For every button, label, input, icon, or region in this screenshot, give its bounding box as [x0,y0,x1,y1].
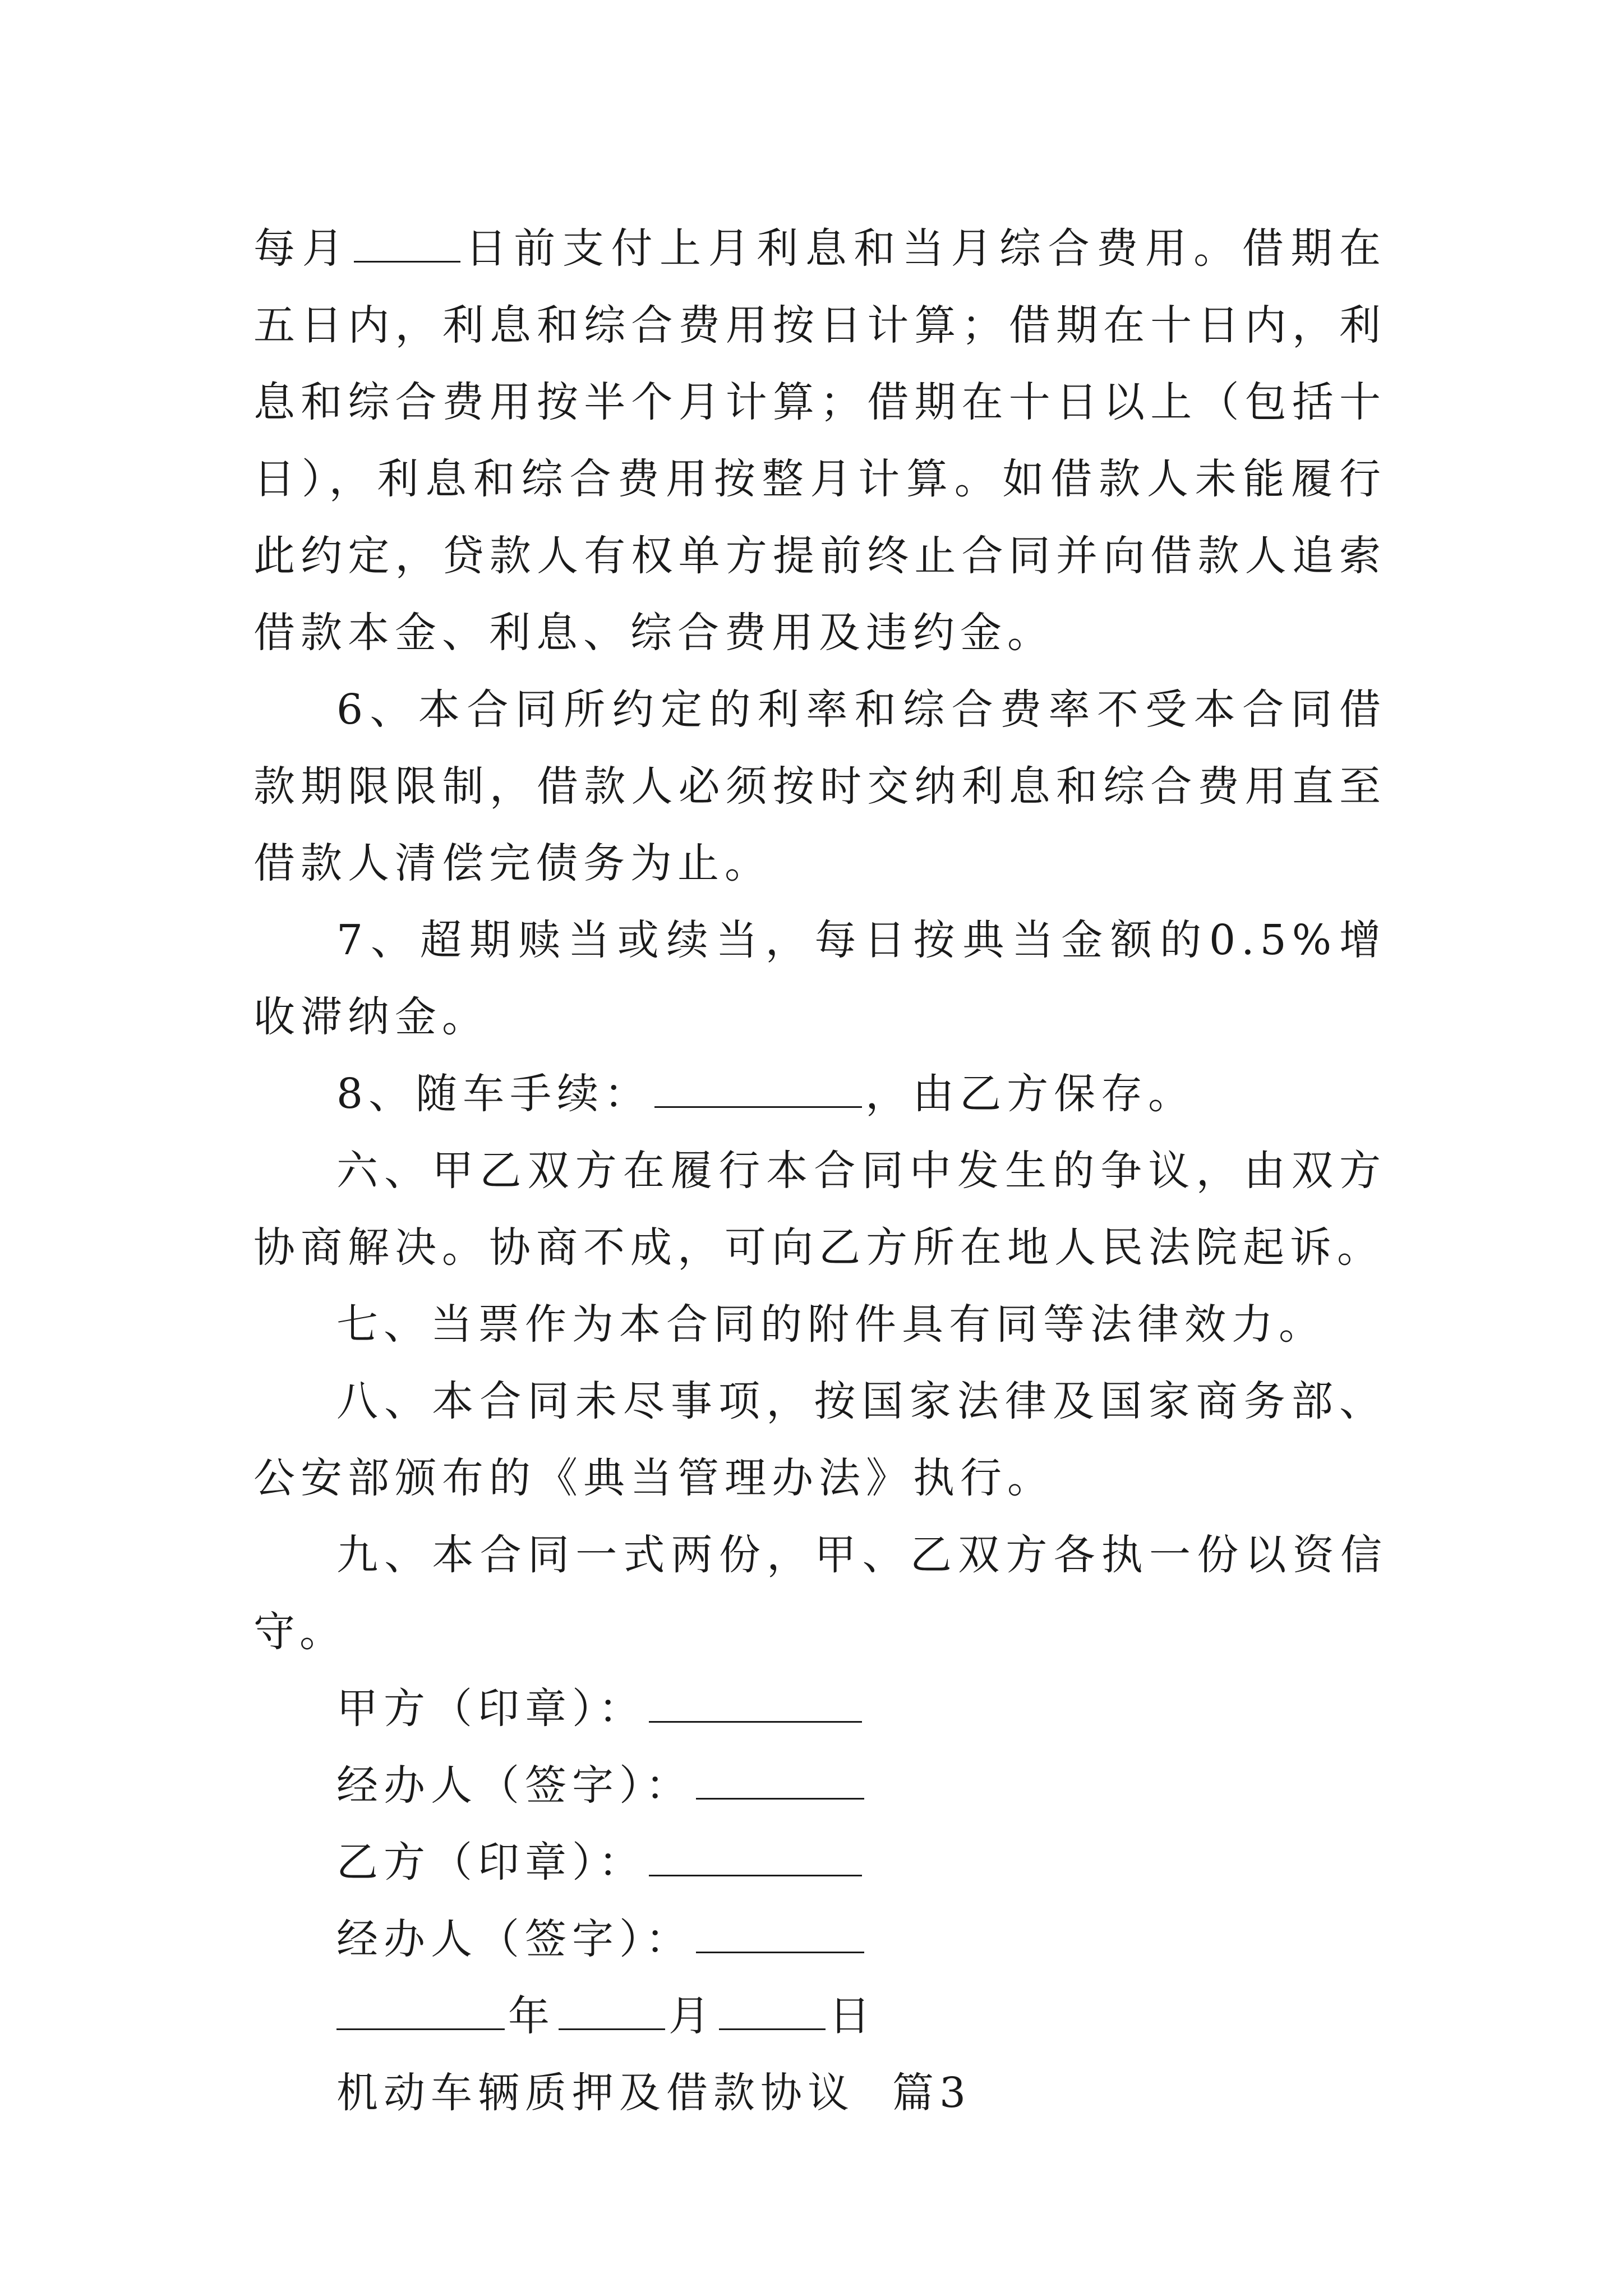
paragraph-monthly-payment-rest: 日前支付上月利息和当月综合费用。借期在五日内，利息和综合费用按日计算；借期在十日内，利息和综合费用按半个月计算；借期在十日以上（包括十日），利息和综合费用按整月计算。如借款人未能履行此约定，贷款人有权单方提前终止合同并向借款人追索借款本金、利息、综合费用及违约金。 [253,224,1387,657]
paragraph-section-nine: 九、本合同一式两份，甲、乙双方各执一份以资信守。 [253,1531,1386,1656]
next-section-title: 机动车辆质押及借款协议 篇3 [336,2069,972,2117]
date-month-label: 月 [668,1992,716,2040]
blank-party-b-seal [649,1835,862,1876]
signature-date [253,1978,1386,2055]
date-day-label: 日 [829,1992,876,2040]
blank-day [719,1989,826,2030]
signature-party-b-label: 乙方（印章）： [336,1838,645,1887]
blank-party-a-seal [649,1682,862,1723]
document-page [253,210,1386,2132]
paragraph-clause-6: 6、本合同所约定的利率和综合费率不受本合同借款期限限制，借款人必须按时交纳利息和综合费用直至借款人清偿完债务为止。 [253,685,1386,887]
signature-party-b [253,1824,1386,1901]
signature-agent-a [253,1747,1386,1824]
blank-agent-b-signature [696,1912,864,1953]
paragraph-clause-8 [253,1056,1386,1133]
clause-8-prefix: 8、随车手续： [336,1070,652,1118]
paragraph-monthly-payment-prefix: 每月 [253,224,351,273]
paragraph-monthly-payment [253,210,1386,671]
signature-agent-a-label: 经办人（签字）： [336,1761,693,1810]
blank-month [559,1989,665,2030]
signature-party-a-label: 甲方（印章）： [336,1685,645,1733]
blank-agent-a-signature [696,1759,864,1800]
signature-agent-b-label: 经办人（签字）： [336,1915,693,1963]
blank-monthly-date [354,222,460,263]
paragraph-section-eight: 八、本合同未尽事项，按国家法律及国家商务部、公安部颁布的《典当管理办法》执行。 [253,1377,1386,1502]
signature-party-a [253,1671,1386,1747]
clause-8-suffix: ，由乙方保存。 [865,1070,1196,1118]
paragraph-section-seven: 七、当票作为本合同的附件具有同等法律效力。 [336,1300,1326,1349]
blank-vehicle-documents [654,1067,862,1108]
paragraph-section-six: 六、甲乙双方在履行本合同中发生的争议，由双方协商解决。协商不成，可向乙方所在地人民法院起诉。 [253,1147,1386,1272]
paragraph-clause-7: 7、超期赎当或续当，每日按典当金额的0.5%增收滞纳金。 [253,916,1386,1041]
date-year-label: 年 [508,1992,555,2040]
blank-year [336,1989,505,2030]
signature-agent-b [253,1901,1386,1978]
